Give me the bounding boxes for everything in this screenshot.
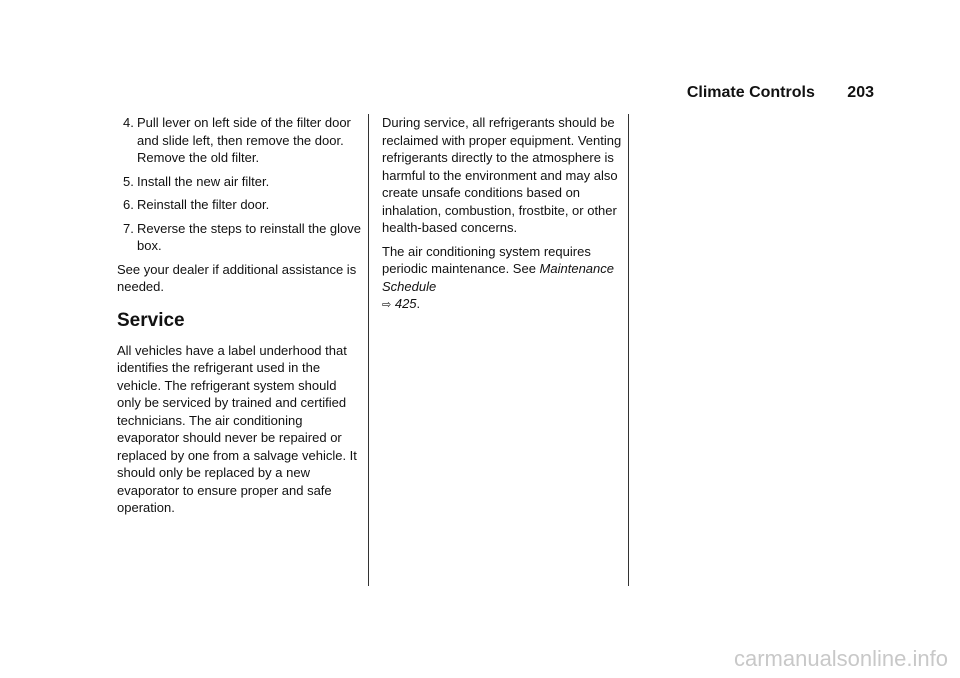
step-number: 6. <box>123 197 134 212</box>
page-number: 203 <box>847 84 874 101</box>
list-item <box>117 220 363 255</box>
section-title: Climate Controls <box>686 84 815 101</box>
step-number: 5. <box>123 173 134 189</box>
service-body: All vehicles have a label underhood that identifies the refrigerant used in the vehicle. The refrigerant system should only be serviced by trained and certified technicians. The air conditioning evaporator should never be repaired or replaced by one from a salvage vehicle. It should only be replaced by a new evaporator to ensure proper and safe operation. <box>117 342 357 515</box>
page-header <box>687 84 874 102</box>
maintenance-text: The air conditioning system requires periodic maintenance. See <box>382 243 591 276</box>
column-divider <box>368 114 369 586</box>
step-text: Pull lever on left side of the filter door and slide left, then remove the door. Remove the old filter. <box>137 115 351 165</box>
refrigerant-paragraph: During service, all refrigerants should be reclaimed with proper equipment. Venting refrigerants directly to the atmosphere is harmful to the environment and may also create unsafe conditions based on inhalation, combustion, frostbite, or other health-based concerns. <box>382 115 622 235</box>
maintenance-paragraph <box>382 243 628 315</box>
maintenance-page-ref[interactable]: 425 <box>394 296 417 311</box>
list-item <box>117 114 363 167</box>
step-text: Reinstall the filter door. <box>137 197 270 212</box>
step-text: Reverse the steps to reinstall the glove box. <box>137 220 362 253</box>
service-heading: Service <box>117 309 185 331</box>
step-number: 4. <box>123 115 134 130</box>
watermark: carmanualsonline.info <box>733 646 948 671</box>
left-column <box>117 114 363 523</box>
step-number: 7. <box>123 220 134 236</box>
column-divider <box>628 114 629 586</box>
dealer-note: See your dealer if additional assistance is needed. <box>117 261 357 294</box>
right-column <box>382 114 628 321</box>
list-item <box>117 196 363 214</box>
filter-steps-list <box>117 114 363 255</box>
list-item <box>117 173 363 191</box>
page-reference-arrow-icon: ⇨ <box>382 299 392 311</box>
maintenance-ref-period: . <box>416 296 421 311</box>
maintenance-schedule-link[interactable]: Maintenance Schedule <box>382 261 614 294</box>
step-text: Install the new air filter. <box>137 173 270 189</box>
